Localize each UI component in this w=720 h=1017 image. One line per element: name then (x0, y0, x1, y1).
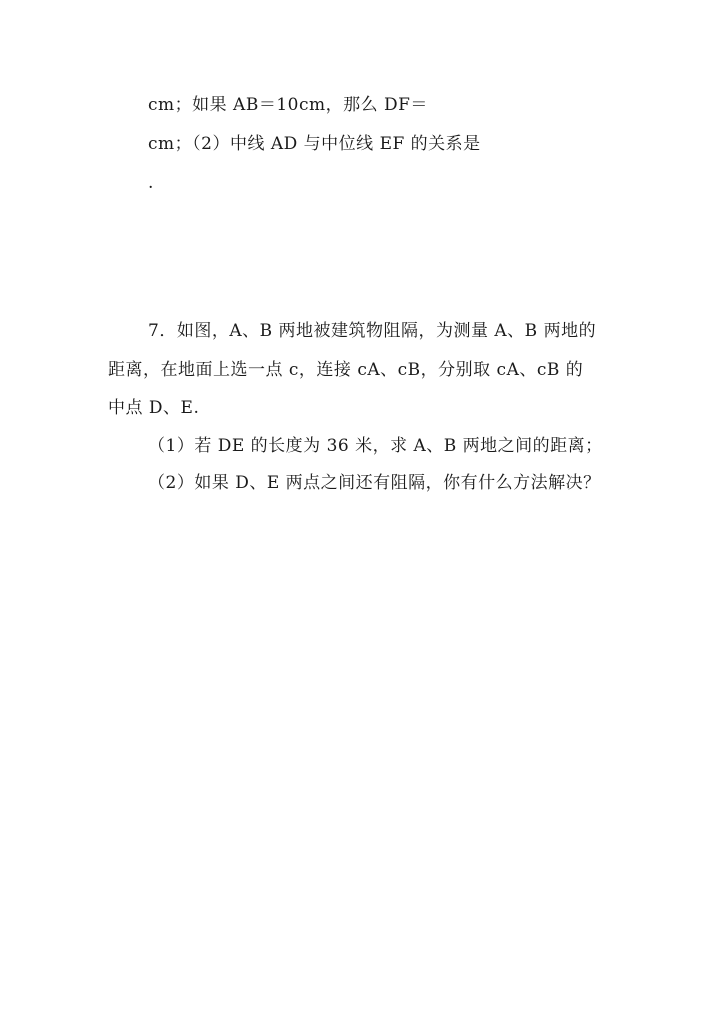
problem-7-question-1: （1）若 DE 的长度为 36 米，求 A、B 两地之间的距离； (148, 436, 603, 456)
problem-7-statement: 7．如图，A、B 两地被建筑物阻隔，为测量 A、B 两地的 (148, 321, 597, 341)
text-line: cm；如果 AB＝10cm，那么 DF＝ (148, 95, 428, 115)
text-line: . (148, 173, 154, 193)
problem-7-statement-cont: 距离，在地面上选一点 c，连接 cA、cB，分别取 cA、cB 的 (108, 360, 584, 380)
problem-7-question-2: （2）如果 D、E 两点之间还有阻隔，你有什么方法解决？ (148, 473, 601, 493)
problem-7-statement-cont: 中点 D、E. (108, 398, 200, 418)
text-line: cm；（2）中线 AD 与中位线 EF 的关系是 (148, 134, 481, 154)
